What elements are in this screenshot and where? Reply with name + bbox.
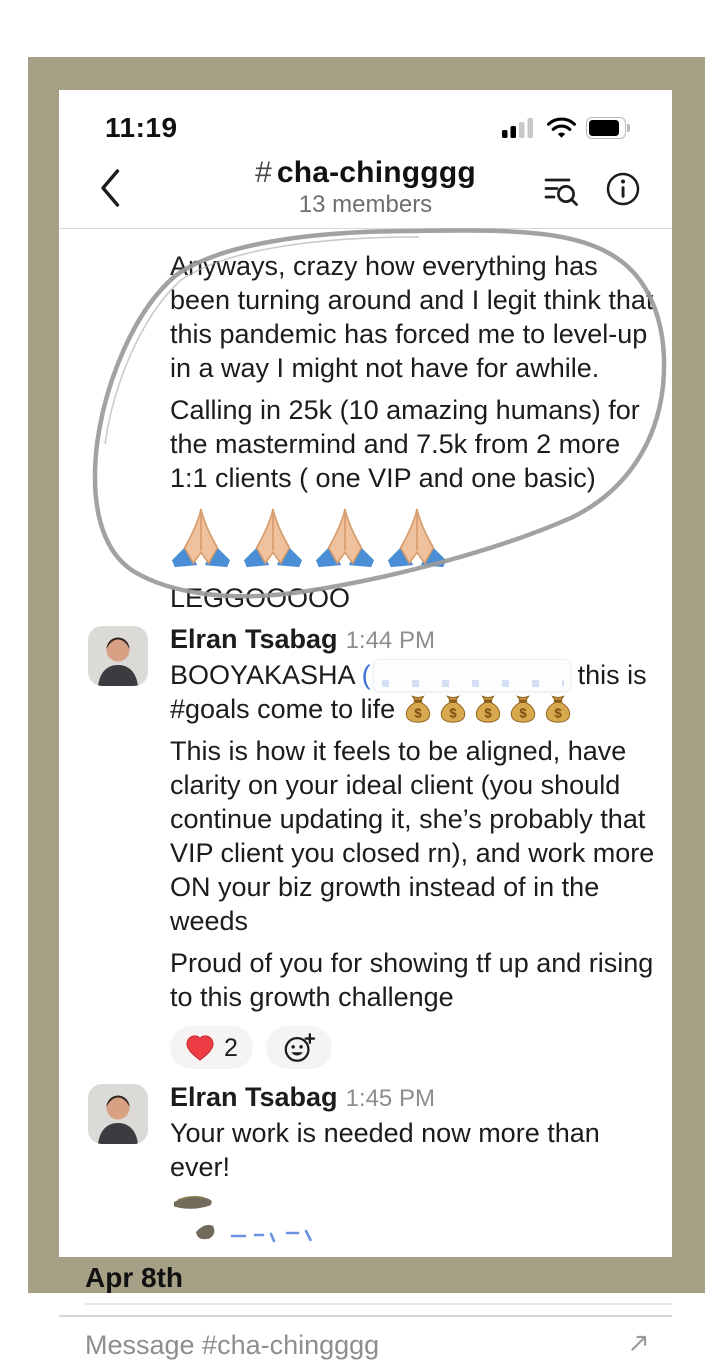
expand-arrow-icon [628, 1332, 650, 1354]
message-145 [59, 1081, 672, 1252]
money-bag-emoji [543, 694, 573, 724]
search-list-icon [542, 174, 580, 210]
avatar[interactable] [88, 626, 148, 686]
message-meta [170, 1081, 664, 1115]
add-reaction-icon [282, 1031, 316, 1065]
channel-title[interactable] [59, 156, 672, 190]
smudge-marks [170, 1192, 420, 1244]
message-paragraph: This is how it feels to be aligned, have clarity on your ideal client (you should continue updating it, she’s probably that VIP client you closed rn), and work more ON your biz growth instead of in the weeds [170, 736, 655, 936]
svg-text:$: $ [449, 705, 457, 721]
timestamp: 1:44 PM [345, 627, 435, 654]
erased-thread-reply [170, 1192, 664, 1252]
status-icons [501, 117, 630, 139]
date-divider-line [85, 1303, 672, 1305]
message-line-booyakasha [170, 658, 664, 726]
red-heart-emoji [185, 1034, 215, 1062]
avatar-photo [88, 1084, 148, 1144]
back-button[interactable] [99, 168, 121, 213]
message-paragraph: Your work is needed now more than ever! [170, 1118, 600, 1182]
folded-hands-emoji [242, 507, 304, 569]
redacted-mention [374, 660, 570, 691]
timestamp: 1:45 PM [345, 1085, 435, 1112]
phone-screen [59, 90, 672, 1360]
message-paragraph: Calling in 25k (10 amazing humans) for the mastermind and 7.5k from 2 more 1:1 clients ( one VIP and one basic) [170, 395, 640, 493]
money-bag-emoji [403, 694, 433, 724]
svg-text:$: $ [554, 705, 562, 721]
add-reaction-button[interactable] [266, 1026, 332, 1069]
status-bar [59, 90, 672, 146]
svg-text:$: $ [484, 705, 492, 721]
photo-frame [28, 57, 705, 1360]
channel-members: 13 members [298, 191, 433, 218]
money-bag-emoji [438, 694, 468, 724]
chevron-left-icon [99, 168, 121, 208]
money-bag-emoji [508, 694, 538, 724]
date-label: Apr 8th [85, 1262, 183, 1293]
folded-hands-emoji [386, 507, 448, 569]
svg-text:$: $ [519, 705, 527, 721]
text-fragment: this is [577, 660, 647, 690]
channel-info-button[interactable] [604, 170, 642, 213]
folded-hands-emoji-row [170, 507, 664, 569]
money-bag-emoji-row [403, 694, 573, 724]
reaction-count: 2 [224, 1033, 238, 1062]
text-fragment: #goals come to life [170, 694, 396, 724]
message-meta [170, 623, 664, 657]
cellular-signal-icon [501, 117, 537, 139]
money-bag-emoji [473, 694, 503, 724]
channel-hash: # [255, 156, 272, 189]
battery-icon [586, 117, 630, 139]
message-paragraph: Proud of you for showing tf up and rising to this growth challenge [170, 948, 654, 1012]
channel-search-button[interactable] [542, 174, 580, 215]
channel-name: cha-chingggg [276, 156, 476, 189]
mention-fragment: ( [361, 660, 371, 690]
message-paragraph: Anyways, crazy how everything has been turning around and I legit think that this pandemic has forced me to level-up in a way I might not have for awhile. [170, 251, 654, 383]
composer-separator [59, 1315, 672, 1317]
composer-expand-button[interactable] [628, 1329, 650, 1361]
svg-text:$: $ [414, 705, 422, 721]
status-time: 11:19 [105, 112, 178, 143]
avatar-photo [88, 626, 148, 686]
message-circled [59, 229, 672, 615]
folded-hands-emoji [170, 507, 232, 569]
author-name[interactable]: Elran Tsabag [170, 1082, 338, 1112]
folded-hands-emoji [314, 507, 376, 569]
composer-placeholder: Message #cha-chingggg [85, 1330, 380, 1360]
author-name[interactable]: Elran Tsabag [170, 624, 338, 654]
reaction-heart[interactable] [170, 1026, 253, 1069]
info-icon [604, 170, 642, 208]
message-composer[interactable] [59, 1329, 672, 1361]
date-divider [59, 1262, 672, 1305]
text-fragment: BOOYAKASHA [170, 660, 355, 690]
reactions-row [170, 1026, 664, 1069]
message-closing: LEGGOOOOO [170, 583, 351, 613]
channel-header [59, 146, 672, 229]
avatar[interactable] [88, 1084, 148, 1144]
message-144 [59, 623, 672, 1069]
wifi-icon [546, 117, 577, 139]
